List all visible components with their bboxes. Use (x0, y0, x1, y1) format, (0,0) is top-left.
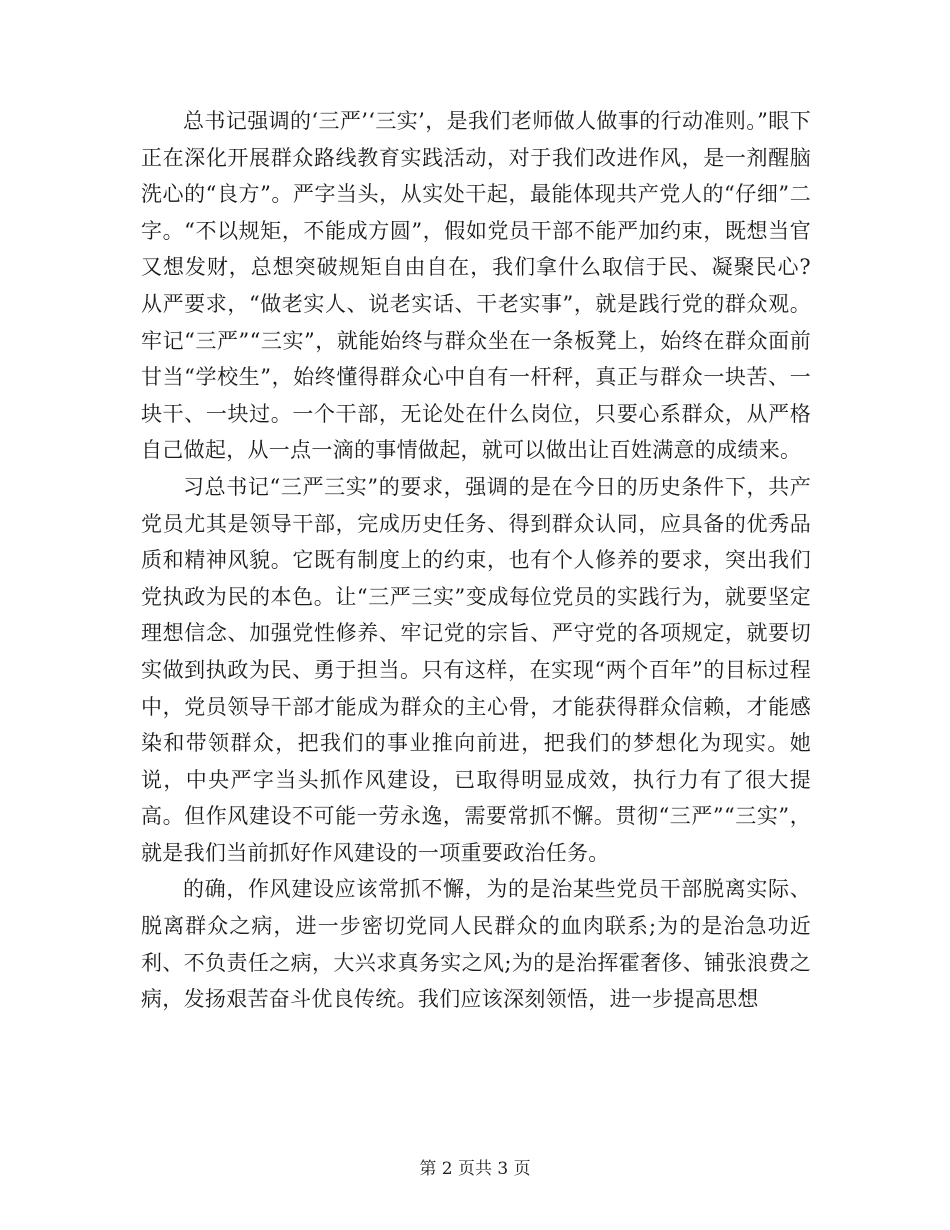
paragraph-2: 习总书记“三严三实”的要求，强调的是在今日的历史条件下，共产党员尤其是领导干部，完成历史任务、得到群众认同，应具备的优秀品质和精神风貌。它既有制度上的约束，也有个人修养的要求，突出我们党执政为民的本色。让“三严三实”变成每位党员的实践行为，就要坚定理想信念、加强党性修养、牢记党的宗旨、严守党的各项规定，就要切实做到执政为民、勇于担当。只有这样，在实现“两个百年”的目标过程中，党员领导干部才能成为群众的主心骨，才能获得群众信赖，才能感染和带领群众，把我们的事业推向前进，把我们的梦想化为现实。她说，中央严字当头抓作风建设，已取得明显成效，执行力有了很大提高。但作风建设不可能一劳永逸，需要常抓不懈。贯彻“三严”“三实”，就是我们当前抓好作风建设的一项重要政治任务。 (141, 474, 811, 865)
page-footer: 第 2 页共 3 页 (419, 1159, 531, 1179)
paragraph-3: 的确，作风建设应该常抓不懈，为的是治某些党员干部脱离实际、脱离群众之病，进一步密切党同人民群众的血肉联系;为的是治急功近利、不负责任之病，大兴求真务实之风;为的是治挥霍奢侈、铺张浪费之病，发扬艰苦奋斗优良传统。我们应该深刻领悟，进一步提高思想 (141, 877, 811, 1012)
document-body (141, 103, 811, 1018)
paragraph-1: 总书记强调的‘三严’‘三实’，是我们老师做人做事的行动准则。”眼下正在深化开展群众路线教育实践活动，对于我们改进作风，是一剂醒脑洗心的“良方”。严字当头，从实处干起，最能体现共产党人的“仔细”二字。“不以规矩，不能成方圆”，假如党员干部不能严加约束，既想当官又想发财，总想突破规矩自由自在，我们拿什么取信于民、凝聚民心?从严要求，“做老实人、说老实话、干老实事”，就是践行党的群众观。牢记“三严”“三实”，就能始终与群众坐在一条板凳上，始终在群众面前甘当“学校生”，始终懂得群众心中自有一杆秤，真正与群众一块苦、一块干、一块过。一个干部，无论处在什么岗位，只要心系群众，从严格自己做起，从一点一滴的事情做起，就可以做出让百姓满意的成绩来。 (141, 109, 811, 463)
